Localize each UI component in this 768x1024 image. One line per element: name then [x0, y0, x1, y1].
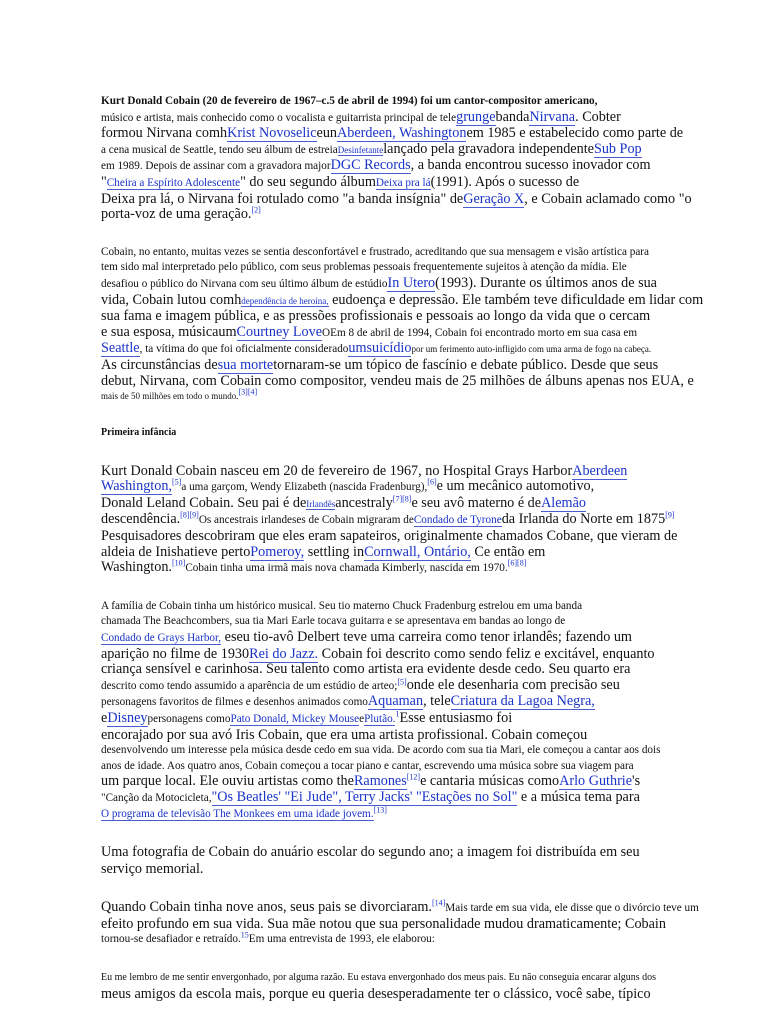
link-grays-harbor[interactable]: Condado de Grays Harbor,	[101, 632, 222, 645]
text-line: Pesquisadores descobriram que eles eram sapateiros, originalmente chamados Cobane, que vieram de	[101, 528, 678, 545]
caption-line: serviço memorial.	[101, 861, 204, 878]
link-aberdeen-washington[interactable]: Aberdeen, Washington	[337, 125, 467, 142]
link-sub-pop[interactable]: Sub Pop	[593, 140, 642, 157]
text: Os ancestrais irlandeses de Cobain migraram de	[198, 514, 414, 527]
reference-12[interactable]: [12]	[406, 772, 421, 782]
text: Esse entusiasmo foi	[399, 710, 513, 726]
reference-5[interactable]: [5]	[171, 477, 182, 487]
text: eudoença e depressão. Ele também teve dificuldade em lidar com	[328, 291, 704, 308]
text-line: criança sensível e carinhosa. Seu talento como artista era evidente desde cedo. Seu quarto era	[101, 661, 631, 678]
link-cornwall-ontario[interactable]: Cornwall, Ontário,	[364, 543, 471, 560]
text: , a banda encontrou sucesso inovador com	[410, 157, 651, 174]
text-line: A família de Cobain tinha um histórico musical. Seu tio materno Chuck Fradenburg estrelou em uma banda	[101, 599, 583, 612]
link-aberdeen[interactable]: Aberdeen	[572, 462, 628, 479]
text: (1991). Após o sucesso de	[430, 173, 580, 190]
link-beatles-songs[interactable]: "Os Beatles' "Ei Jude", Terry Jacks' "Estações no Sol"	[211, 788, 518, 805]
link-courtney-love[interactable]: Courtney Love	[236, 323, 323, 340]
text: um parque local. Ele ouviu artistas como the	[101, 773, 354, 790]
photo-caption	[101, 844, 718, 878]
text: e	[101, 710, 108, 726]
text: a cena musical de Seattle, tendo seu álbum de estreia	[101, 143, 338, 156]
text-line: Cobain, no entanto, muitas vezes se sentia desconfortável e frustrado, acreditando que sua mensagem e visão artística para	[101, 245, 649, 258]
text: OEm 8 de abril de 1994, Cobain foi encontrado morto em sua casa em	[322, 326, 638, 339]
text: "	[101, 173, 107, 190]
link-criatura-lagoa-negra[interactable]: Criatura da Lagoa Negra,	[450, 693, 595, 710]
text: em 1985 e estabelecido como parte de	[466, 125, 684, 142]
text-line: anos de idade. Aos quatro anos, Cobain começou a tocar piano e cantar, escrevendo uma música sobre sua viagem para	[101, 759, 634, 772]
caption-line: Uma fotografia de Cobain do anuário escolar do segundo ano; a imagem foi distribuída em seu	[101, 844, 640, 861]
article-body	[101, 94, 718, 1003]
link-monkees[interactable]: O programa de televisão The Monkees em uma idade jovem.	[101, 807, 374, 820]
reference-14[interactable]: [14]	[431, 898, 446, 908]
text: lançado pela gravadora independente	[383, 140, 594, 157]
text: As circunstâncias de	[101, 356, 218, 373]
text-line: tem sido mal interpretado pelo público, com seus problemas pessoais frequentemente sujeitos à atenção da mídia. Ele	[101, 261, 627, 274]
text: tornou-se desafiador e retraído.	[101, 933, 241, 946]
intro-paragraph	[101, 94, 718, 223]
text: settling in	[304, 543, 365, 560]
link-krist-novoselic[interactable]: Krist Novoselic	[227, 125, 317, 142]
link-dgc-records[interactable]: DGC Records	[330, 157, 411, 174]
text: aldeia de Inishatieve perto	[101, 543, 251, 560]
link-nirvana[interactable]: Nirvana	[529, 108, 576, 125]
text: aparição no filme de 1930	[101, 645, 250, 662]
text-line: chamada The Beachcombers, sua tia Mari Earle tocava guitarra e se apresentava em bandas ao longo de	[101, 615, 566, 628]
text: ancestraly	[335, 494, 393, 511]
link-plutao[interactable]: Plutão.	[364, 713, 396, 725]
text: personagens como	[147, 713, 231, 725]
link-condado-de-tyrone[interactable]: Condado de Tyrone	[413, 514, 502, 527]
text: Cobain foi descrito como sendo feliz e excitável, enquanto	[318, 645, 655, 662]
text: por um ferimento auto-infligido com uma arma de fogo na cabeça.	[411, 344, 652, 355]
intro-lead: Kurt Donald Cobain (20 de fevereiro de 1967–c.5 de abril de 1994) foi um cantor-compositor americano,	[101, 95, 598, 107]
reference-9[interactable]: [9]	[665, 510, 675, 520]
link-seattle[interactable]: Seattle	[101, 340, 140, 357]
link-sua-morte[interactable]: sua morte	[217, 356, 274, 373]
text: e sua esposa, músicaum	[101, 323, 237, 340]
link-pomeroy[interactable]: Pomeroy,	[250, 543, 305, 560]
reference-2[interactable]: [2]	[251, 205, 261, 215]
link-pato-donald-mickey[interactable]: Pato Donald, Mickey Mouse	[230, 713, 360, 725]
text: em 1989. Depois de assinar com a gravadora major	[101, 160, 331, 173]
reference-7-8[interactable]: [7][8]	[392, 494, 412, 504]
text-line: encorajado por sua avó Iris Cobain, que era uma artista profissional. Cobain começou	[101, 726, 588, 743]
reference-8-9[interactable]: [8][9]	[180, 510, 199, 520]
text: mais de 50 milhões em todo o mundo.	[101, 391, 239, 402]
quote-line: meus amigos da escola mais, porque eu queria desesperadamente ter o clássico, você sabe, típico	[101, 985, 651, 1002]
text: da Irlanda do Norte em 1875	[501, 511, 666, 528]
text: Mais tarde em sua vida, ele disse que o divórcio teve um	[445, 902, 699, 915]
link-disney[interactable]: Disney	[107, 710, 148, 726]
text: , tele	[423, 693, 451, 710]
link-desinfetante[interactable]: Desinfetante	[337, 144, 384, 155]
text: a uma garçom, Wendy Elizabeth (nascida Fradenburg),	[181, 481, 428, 494]
text: e cantaria músicas como	[420, 773, 560, 790]
reference-15[interactable]: 15	[240, 930, 249, 940]
text: " do seu segundo álbum	[240, 173, 376, 190]
text: Kurt Donald Cobain nasceu em 20 de fevereiro de 1967, no Hospital Grays Harbor	[101, 462, 573, 479]
link-washington[interactable]: Washington,	[101, 478, 172, 495]
text: e seu avô materno é de	[411, 494, 542, 511]
link-arlo-guthrie[interactable]: Arlo Guthrie	[559, 773, 633, 790]
text: Donald Leland Cobain. Seu pai é de	[101, 494, 307, 511]
text: Em uma entrevista de 1993, ele elaborou:	[248, 933, 435, 946]
reference-5[interactable]: [5]	[397, 677, 407, 687]
text: músico e artista, mais conhecido como o vocalista e guitarrista principal de tele	[101, 111, 457, 124]
text: "Canção da Motocicleta,	[101, 791, 212, 804]
link-alemao[interactable]: Alemão	[541, 494, 586, 511]
text: descrito como tendo assumido a aparência de um estúdio de arteo;	[101, 679, 398, 692]
family-music-paragraph	[101, 599, 718, 822]
link-suicidio[interactable]: umsuicídio	[348, 340, 412, 357]
text: e a música tema para	[517, 788, 640, 805]
quote-line: Eu me lembro de me sentir envergonhado, por alguma razão. Eu estava envergonhado dos meus pais. Eu não conseguia encarar alguns dos	[101, 971, 657, 983]
text-line: sua fama e imagem pública, e as pressões profissionais e pessoais ao longo da vida que o cercam	[101, 308, 651, 325]
link-grunge[interactable]: grunge	[456, 108, 496, 125]
reference-6-8[interactable]: [6][8]	[507, 558, 527, 568]
text: personagens favoritos de filmes e desenhos animados como	[101, 696, 368, 709]
text: e um mecânico automotivo,	[436, 478, 595, 495]
link-aquaman[interactable]: Aquaman	[367, 693, 424, 710]
text: Cobain tinha uma irmã mais nova chamada Kimberly, nascida em 1970.	[185, 562, 508, 575]
text: , e Cobain aclamado como "o	[524, 190, 692, 207]
text-line: efeito profundo em sua vida. Sua mãe notou que sua personalidade mudou dramaticamente; Cobain	[101, 915, 666, 932]
text: vida, Cobain lutou comh	[101, 291, 242, 308]
link-in-utero[interactable]: In Utero	[387, 274, 436, 291]
reference-10[interactable]: [10]	[171, 558, 186, 568]
link-ramones[interactable]: Ramones	[353, 773, 407, 790]
text: . Cobter	[575, 108, 621, 125]
link-cheira-a-espirito[interactable]: Cheira a Espírito Adolescente	[106, 176, 241, 189]
text: Washington.	[101, 559, 172, 576]
link-rei-do-jazz[interactable]: Rei do Jazz.	[249, 645, 319, 662]
link-irlandes[interactable]: Irlandês	[306, 498, 336, 509]
text: tornaram-se um tópico de fascínio e debate público. Desde que seus	[273, 356, 659, 373]
text: eseu tio-avô Delbert teve uma carreira como tenor irlandês; fazendo um	[221, 629, 632, 646]
text: formou Nirvana comh	[101, 125, 228, 142]
link-dependencia-heroina[interactable]: dependência de heroína,	[241, 295, 329, 306]
career-paragraph	[101, 245, 718, 405]
text: e	[359, 713, 365, 725]
text: banda	[495, 108, 530, 125]
text: 's	[632, 773, 641, 790]
text-line: desenvolvendo um interesse pela música desde cedo em sua vida. De acordo com sua tia Mari, ele começou a cantar aos dois	[101, 744, 661, 757]
text: porta-voz de uma geração.	[101, 206, 252, 223]
text: descendência.	[101, 511, 181, 528]
reference-1[interactable]: 1	[395, 709, 400, 719]
section-heading: Primeira infância	[101, 426, 177, 438]
text: , ta vítima do que foi oficialmente considerado	[139, 343, 349, 356]
reference-3-4[interactable]: [3][4]	[238, 387, 258, 397]
text: Ce então em	[470, 543, 546, 560]
text-line: debut, Nirvana, com Cobain como compositor, vendeu mais de 25 milhões de álbuns apenas nos EUA, e	[101, 372, 694, 389]
divorce-paragraph	[101, 900, 718, 948]
early-life-paragraph	[101, 464, 718, 577]
text: onde ele desenharia com precisão seu	[406, 676, 620, 693]
reference-13[interactable]: [13]	[373, 804, 387, 814]
text: Quando Cobain tinha nove anos, seus pais se divorciaram.	[101, 899, 432, 916]
reference-6[interactable]: [6]	[427, 477, 437, 487]
link-deixa-pra-la[interactable]: Deixa pra lá	[375, 176, 431, 189]
text: (1993). Durante os últimos anos de sua	[435, 274, 657, 291]
link-geracao-x[interactable]: Geração X	[463, 190, 525, 207]
interview-quote	[101, 970, 718, 1003]
text: desafiou o público do Nirvana com seu último álbum de estúdio	[101, 277, 388, 290]
text: eun	[316, 125, 338, 142]
text: Deixa pra lá, o Nirvana foi rotulado como "a banda insígnia" de	[101, 190, 464, 207]
